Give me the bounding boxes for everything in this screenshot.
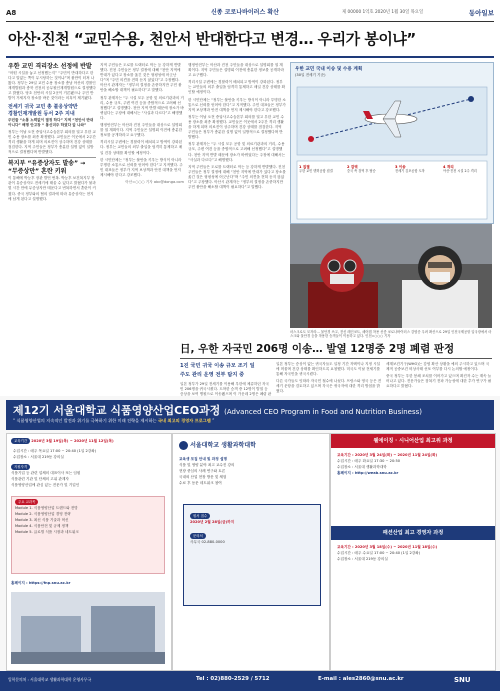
article-column-1 xyxy=(8,63,96,393)
target-line: 식품영양산업에 관심 있는 전문가 및 기업인 xyxy=(11,483,80,487)
article-column xyxy=(386,362,492,394)
module-line: Module 2. 식품영양산업 경영 전략 xyxy=(15,512,71,516)
article-paragraph: “어떤 시설을 놓고 선정했는지” “주민이 반대하다고 한다고 말없는 쪽이 무시당하는 것이냐”며 불만이 터져 나왔다. 정부는 29일 교민 수용 장소를 충남 아산의 경찰인재개발원과 충북 진천의 공무원인재개발원으로 결정했다고 밝혔다. 당초 천안의 시설 2곳이 거론됐으나 주민 반발이 거세지자 장소를 바꾼 것이라는 의혹이 제기됐다. xyxy=(8,71,96,101)
article-subtitle: 전세기 귀국 교민 총 불응상약반 경찰인재개발원 등서 2주 지내 xyxy=(8,103,78,117)
target-line: 식품기업 등 관련 업체의 대표이사 또는 임원 xyxy=(11,471,81,475)
article-paragraph: 정부 관계자는 “두 시설 모두 공항 및 의료기관과의 거리, 수용 규모, 주변 여건 등을 종합적으로 고려해 선정했다”고 설명했다. 천안 지역 반발 때문에 장소가 바뀌었다는 주장에 대해서는 “사실과 다르다”고 해명했다. xyxy=(188,142,286,162)
article-paragraph: 세계보건기구(WHO)는 감염 확산 상황을 예의 주시하고 있으며 국제적 공중보건 비상사태 선포 여부를 다시 논의할 예정이다. xyxy=(386,362,490,372)
article-deck: 우한 교민 격리장소 선정에 반발 xyxy=(8,63,92,70)
module-line: Module 4. 식품안전 및 규제 정책 xyxy=(15,524,69,528)
ad-footer xyxy=(0,671,500,691)
secondary-deck: 1진 국민 귀국 이송 규모 조기 일 주도 관리 운영 전부 탐지 중 xyxy=(180,363,255,378)
article-column-2 xyxy=(100,63,184,343)
article-paragraph: 행정안전부는 아산과 진천 주민들을 대상으로 설명회를 열 계획이다. 지역 주민들은 설명회 이전에 충분한 정보를 공개하라고 요구했다. xyxy=(188,63,284,78)
snu-emblem-icon xyxy=(179,441,188,450)
module-tag: 주요 교과목 xyxy=(15,499,38,505)
article-paragraph: 정부는 이날 오전 중앙사고수습본부 회의를 열고 우한 교민 수용 장소를 최종 확정했다. 교민들은 이곳에서 2주간 격리 생활을 하게 되며 의료진이 상주하며 건강 상태를 점검한다. 지역 주민들은 정부가 충분한 설명 없이 일방적으로 결정했다며 반발했다. xyxy=(188,114,284,140)
article-paragraph: 한 시민단체는 “정부는 불안을 키우는 방식이 아니라 투명한 소통으로 신뢰를 얻어야 한다”고 지적했다. 주민 대표들은 정부가 지역 보상책과 안전 대책을 먼저 제시해야 한다고 강조했다. xyxy=(188,97,286,112)
byline: 아산=○○○ 기자 abc@donga.com xyxy=(125,179,184,184)
masthead xyxy=(6,6,494,20)
page-number: A8 xyxy=(6,9,17,17)
ad-title xyxy=(13,402,422,418)
infographic-step xyxy=(395,165,441,173)
intro-line: 현장 중심의 사례 연구와 토론 xyxy=(179,469,226,473)
main-headline: 아산·진천 “교민수용, 천안서 반대한다고 변경… 우리가 봉이냐” xyxy=(8,30,416,48)
schedule-line: 수업장소 : 서울대 219동 강의실 xyxy=(13,455,64,459)
infographic-subtitle: (30일 전세기 기준) xyxy=(295,73,326,77)
ad-other-programs xyxy=(330,433,496,671)
ad-title-english: (Advanced CEO Program in Food and Nutrition Business) xyxy=(224,408,422,416)
ad-subtitle-highlight: 국내 최고의 경영자 프로그램 xyxy=(157,418,211,423)
article-column-3 xyxy=(188,63,286,339)
campus-photo xyxy=(11,592,165,664)
program-details-fashion xyxy=(337,544,489,562)
footer-tel[interactable]: Tel : 02)880-2529 / 5712 xyxy=(196,676,270,682)
infographic-illustration xyxy=(291,79,493,223)
footer-email[interactable]: E-mail : ales2860@snu.ac.kr xyxy=(318,676,404,682)
program-line: 수업시간 : 매주 수요일 17:00 ~ 20:40 (1일 2강좌) xyxy=(337,551,421,555)
newspaper-logo: 동아일보 xyxy=(468,9,494,17)
divider xyxy=(180,358,492,359)
program-line: 수업장소 : 서울대 생활과학대학 xyxy=(337,465,387,469)
article-paragraph: 격리시설 주변에는 경찰력이 배치되고 방역이 강화된다. 정부는 교민들의 외부 출입을 엄격히 통제하고 매일 건강 상태를 확인할 예정이다. xyxy=(188,80,286,95)
program-line: 교육기간 : 2020년 3월 18일(수) ~ 2020년 11월 18일(수) xyxy=(337,545,438,549)
article-paragraph: 정부 관계자는 “두 시설 모두 공항 및 의료기관과의 거리, 수용 규모, 주변 여건 등을 종합적으로 고려해 선정했다”고 설명했다. 천안 지역 반발 때문에 장소가 바뀌었다는 주장에 대해서는 “사실과 다르다”고 해명했다. xyxy=(100,95,184,120)
ad-banner xyxy=(6,400,494,430)
apply-info xyxy=(190,513,314,545)
period-tag: 교육기간 xyxy=(11,438,30,444)
issue-date: 제 00000 1억호 2020년 1월 30일 목요일 xyxy=(342,10,424,15)
ad-homepage[interactable]: 홈페이지 : https://fnp.snu.ac.kr xyxy=(11,581,71,585)
news-photo xyxy=(290,224,492,328)
ad-apply-box xyxy=(183,504,321,606)
infographic-evacuation-plan xyxy=(290,62,494,224)
divider xyxy=(6,21,494,22)
step-label: 2 검역 xyxy=(347,165,358,169)
ad-target-block xyxy=(11,464,167,488)
divider xyxy=(8,157,96,158)
article-column xyxy=(180,382,272,397)
ad-module-box xyxy=(11,496,165,574)
infographic-step xyxy=(443,165,489,173)
step-text: 우한 교민 톈허공항 집결 xyxy=(299,169,333,173)
ad-period-row xyxy=(11,438,167,444)
program-title-fashion: 패션산업 최고 경영자 과정 xyxy=(331,526,495,540)
article-paragraph: 행정안전부는 아산과 진천 주민들을 대상으로 설명회를 열 계획이다. 지역 주민들은 설명회 이전에 충분한 정보를 공개하라고 요구했다. xyxy=(100,123,183,138)
apply-deadline: 2020년 2월 28일(금)까지 xyxy=(190,520,235,524)
article-paragraph: 이 통해에 박능후 장관 발언 번복. 박능후 보건복지부 장관이 유증상자도 전세기에 태울 수 있다고 밝혔다가 불과 몇 시간 만에 무증상자만 태운다고 번복하면서 혼란이 커졌다. 중국 정부와의 협의 결과에 따라 유증상자는 현지에 남게 된다고 설명했다. xyxy=(8,176,96,201)
section-title: 신종 코로나바이러스 확산 xyxy=(211,9,279,16)
intro-heading: 교육생 모집 안내 및 과정 설명 xyxy=(179,457,227,461)
ad-schedule xyxy=(13,448,167,460)
ad-title-text: 제12기 서울대학교 식품영양산업CEO과정 xyxy=(13,404,221,417)
intro-line: 수료 후 동문 네트워크 참여 xyxy=(179,481,222,485)
infographic-title: 우한 교민 국내 이송 및 수용 계획 xyxy=(295,67,363,72)
article-paragraph: 일본 정부가 29일 전세기를 이용해 우한에 체류하던 자국민 206명을 귀국시켰다. 도착한 승객 중 12명이 발열 등 증상을 보여 병원으로 이송됐으며 이 가운데 2명은 폐렴 판 xyxy=(180,382,272,397)
step-label: 1 집결 xyxy=(299,165,310,169)
step-text: 아산·진천 시설 2주 격리 xyxy=(443,169,477,173)
article-column xyxy=(276,362,382,394)
contact-tag: 문의처 xyxy=(190,533,206,539)
step-label: 3 이송 xyxy=(395,165,406,169)
article-paragraph: 한 시민단체는 “정부는 불안을 키우는 방식이 아니라 투명한 소통으로 신뢰를 얻어야 한다”고 지적했다. 주민 대표들은 정부가 지역 보상책과 안전 대책을 먼저 제시해야 한다고 강조했다. xyxy=(100,157,183,177)
article-paragraph: 일본 정부는 증상이 없는 귀국자들도 일정 기간 자택이나 지정 시설에 머물며 건강 상태를 확인하도록 요청했다. 미국도 이날 전세기를 통해 자국민을 귀국시켰다. xyxy=(276,362,381,377)
program-line: 수업시간 : 매주 화요일 17:30 ~ 20:50 xyxy=(337,459,401,463)
ad-subtitle xyxy=(13,418,214,424)
ad-program-food xyxy=(6,433,172,671)
target-line: 식품관련 기관 및 단체의 고위 관계자 xyxy=(11,477,69,481)
target-tag: 지원자격 xyxy=(11,464,30,470)
article-paragraph: 격리시설 주변에는 경찰력이 배치되고 방역이 강화된다. 정부는 교민들의 외부 출입을 엄격히 통제하고 매일 건강 상태를 확인할 예정이다. xyxy=(100,140,183,155)
infographic-step xyxy=(299,165,345,173)
masked-travelers-photo xyxy=(290,224,492,328)
program-title-aging: 웰에이징 · 시니어산업 최고위 과정 xyxy=(331,434,495,448)
college-name: 서울대학교 생활과학대학 xyxy=(190,442,256,449)
article-summary: 주민들 “소통 노력없이 결정 하다” 지역 “천안서 반대 아니다” 해명 안고장 “ 통신미주 하였다 앞 나와” xyxy=(8,117,94,127)
ad-college-info xyxy=(172,433,330,671)
article-paragraph: 중국 정부는 우한 봉쇄 조치를 이어가고 있으며 확진자 수는 계속 늘어나고 있다. 전문가들은 잠복기 전파 가능성에 대한 추가 연구가 필요하다고 밝혔다. xyxy=(386,374,492,389)
ad-subtitle-end: ” xyxy=(210,418,215,423)
period-value: 2020년 3월 19일(목) ~ 2020년 11월 12일(목) xyxy=(31,439,114,443)
ad-intro-block xyxy=(179,456,323,486)
footer-org: 입학문의처 : 서울대학교 생활과학대학 운영사무국 xyxy=(8,677,92,682)
article-paragraph: 지역 주민들은 도로를 트랙터로 막는 등 강하게 반발했다. 진천 주민들은 정부 결정에 대해 “천안 지역에 반대가 있다고 장소를 옮긴 것은 형평성에 어긋난다”며 “주민 의견을 전혀 듣지 않았다”고 주장했다. 아산시 관계자는 “정부의 결정을 존중하지만 주민 불안을 해소할 대책이 필요하다”고 말했다. xyxy=(100,63,182,93)
divider xyxy=(6,56,494,58)
article-paragraph: 정부는 이날 오전 중앙사고수습본부 회의를 열고 우한 교민 수용 장소를 최종 확정했다. 교민들은 이곳에서 2주간 격리 생활을 하게 되며 의료진이 상주하며 건강 상태를 점검한다. 지역 주민들은 정부가 충분한 설명 없이 일방적으로 결정했다며 반발했다. xyxy=(8,129,96,155)
sidebar-headline: 복지부 “유증상자도 발송” → “무증상만” 혼란 키워 xyxy=(8,160,86,176)
program-line: 교육기간 : 2020년 3월 24일(화) ~ 2020년 11월 24일(화) xyxy=(337,453,438,457)
infographic-step xyxy=(347,165,393,173)
contact-value: 사무국 02-880-0000 xyxy=(190,540,225,544)
apply-tag: 원서 접수 xyxy=(190,513,210,519)
secondary-headline: 日, 우한 자국민 206명 이송… 발열 12명중 2명 폐렴 판정 xyxy=(180,343,455,355)
ad-subtitle-text: “ 식품영양산업의 지속적인 발전과 위기를 극복하기 위한 미래 전략을 제시하는 xyxy=(13,418,158,423)
step-text: 중국 측 검역 후 탑승 xyxy=(347,169,376,173)
program-homepage[interactable]: 홈페이지 : http://weab.snu.ac.kr xyxy=(337,471,399,475)
college-logo xyxy=(179,440,256,450)
program-details-aging xyxy=(337,452,489,476)
module-line: Module 1. 식품영양산업 트렌드와 전망 xyxy=(15,506,78,510)
intro-line: 식품 및 영양 분야 최고 교수진 강의 xyxy=(179,463,235,467)
step-label: 4 격리 xyxy=(443,165,454,169)
module-line: Module 5. 글로벌 식품 시장과 네트워크 xyxy=(15,530,79,534)
article-paragraph: 지역 주민들은 도로를 트랙터로 막는 등 강하게 반발했다. 진천 주민들은 정부 결정에 대해 “천안 지역에 반대가 있다고 장소를 옮긴 것은 형평성에 어긋난다”며 “주민 의견을 전혀 듣지 않았다”고 주장했다. 아산시 관계자는 “정부의 결정을 존중하지만 주민 불안을 해소할 대책이 필요하다”고 말했다. xyxy=(188,164,286,190)
step-text: 전세기 김포공항 도착 xyxy=(395,169,425,173)
intro-line: 국내외 산업 현장 방문 및 체험 xyxy=(179,475,227,479)
schedule-line: 수업시간 : 매주 목요일 17:00 ~ 20:40 (1일 2강좌) xyxy=(13,449,97,453)
program-line: 수업장소 : 서울대 219동 강의실 xyxy=(337,557,388,561)
module-line: Module 3. 최신 식품 기술과 혁신 xyxy=(15,518,69,522)
article-paragraph: 다른 국가들도 잇따라 자국민 철수에 나섰다. 프랑스와 영국 등은 전세기 운항을 검토하고 있으며 각국은 귀국자에 대한 격리 방침을 밝혔다. xyxy=(276,379,382,394)
photo-caption: 마스크로도 모자라… 물안경 쓰고, 전신 레인코트, 헤어캡 착용 신종 코로나바이러스 감염증 우려 확산으로 29일 인천국제공항 입국장에서 마스크와 물안경 등을 착용한 승객들이 이동하고 있다. 인천=○○○ 기자 xyxy=(290,330,492,339)
snu-logo: SNU xyxy=(454,676,471,684)
